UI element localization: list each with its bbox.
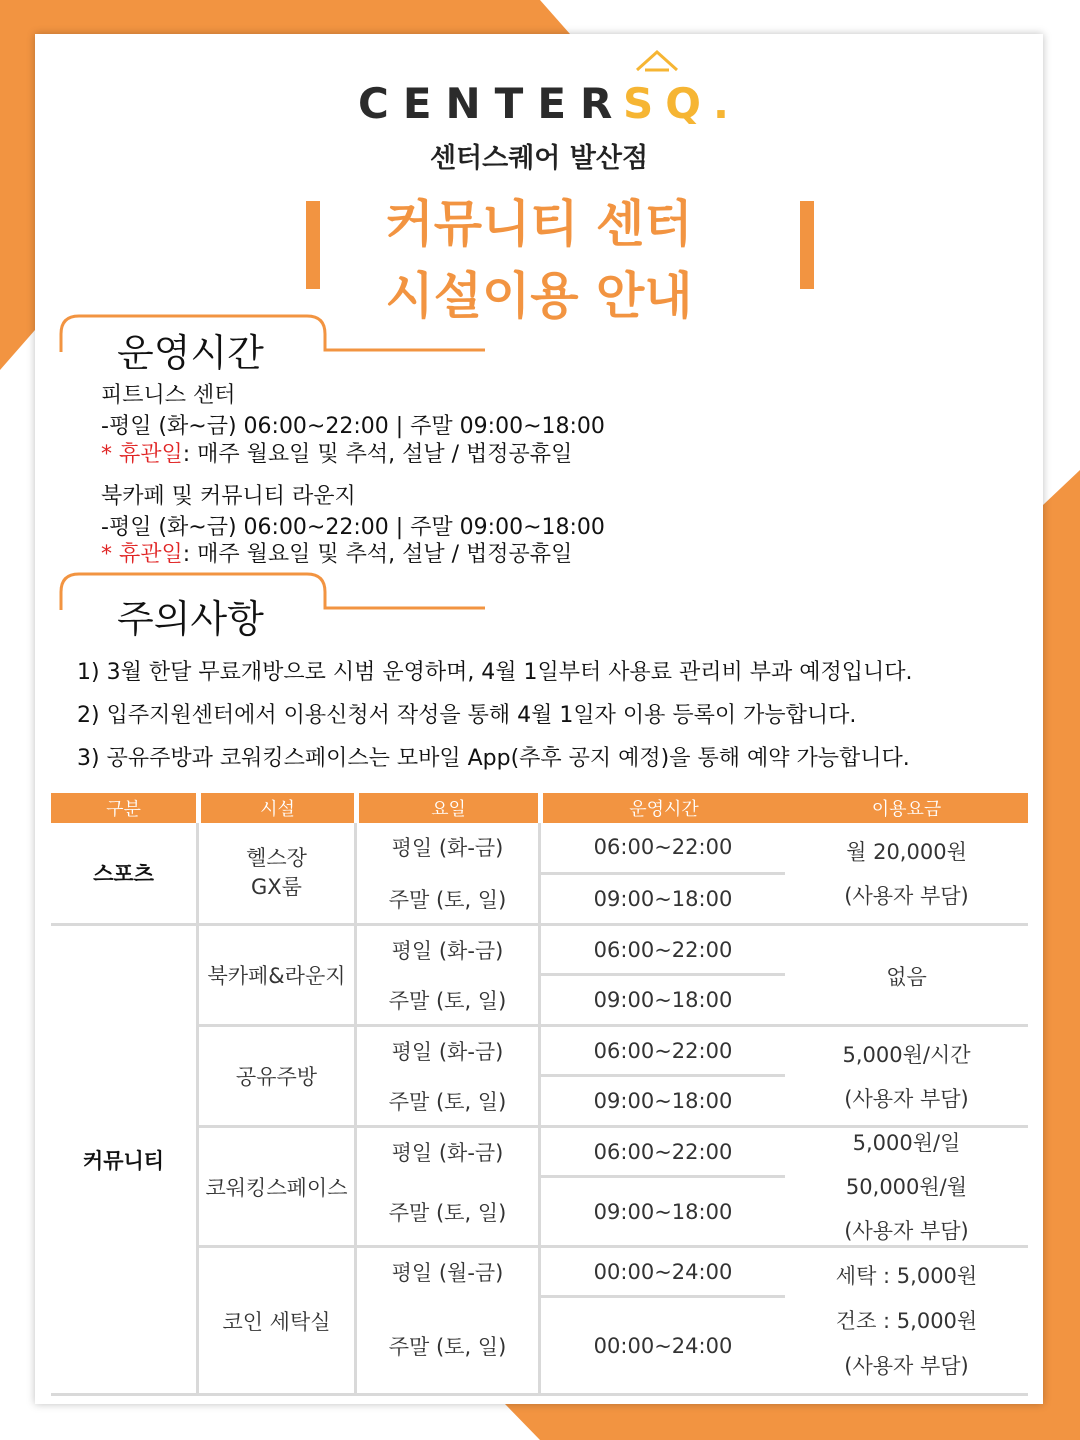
section-heading-hours: 운영시간	[117, 331, 264, 375]
row-time: 09:00~18:00	[593, 1199, 733, 1224]
fee-bookcafe	[785, 927, 1028, 1024]
row-time: 09:00~18:00	[593, 887, 733, 911]
row-time: 06:00~22:00	[593, 1039, 733, 1063]
fee-line: 5,000원/일	[852, 1131, 961, 1155]
fee-line: 5,000원/시간	[842, 1042, 971, 1067]
notice-item-3: 3) 공유주방과 코워킹스페이스는 모바일 App(추후 공지 예정)을 통해 예약 가능합니다.	[77, 746, 910, 771]
table-header-category: 구분	[51, 793, 196, 823]
row-time: 00:00~24:00	[593, 1260, 733, 1284]
row-time: 06:00~22:00	[593, 938, 733, 962]
table-hline	[541, 1295, 785, 1298]
row-time: 06:00~22:00	[593, 1140, 733, 1164]
row-day: 평일 (화-금)	[391, 1040, 504, 1064]
closed-text: : 매주 월요일 및 추석, 설날 / 법정공휴일	[182, 542, 573, 567]
notice-item-2: 2) 입주지원센터에서 이용신청서 작성을 통해 4월 1일자 이용 등록이 가능합니다.	[77, 703, 857, 728]
row-time: 09:00~18:00	[593, 988, 733, 1012]
table-hline	[541, 872, 785, 875]
facility-coworking: 코워킹스페이스	[205, 1175, 348, 1200]
table-hline	[541, 1175, 785, 1178]
section-heading-notice: 주의사항	[117, 597, 264, 641]
table-hline	[199, 1125, 1028, 1128]
facility-gym: 헬스장 GX룸	[246, 846, 307, 899]
table-header-facility: 시설	[201, 793, 354, 823]
logo-sq-letters: SQ.	[623, 79, 741, 128]
facility-closed-fitness	[101, 437, 572, 468]
facility-hours-bookcafe: -평일 (화~금) 06:00~22:00 | 주말 09:00~18:00	[101, 515, 605, 540]
fee-line: (사용자 부담)	[844, 884, 969, 908]
row-day: 평일 (월-금)	[391, 1261, 504, 1285]
closed-star: *	[101, 442, 119, 467]
facility-kitchen: 공유주방	[235, 1065, 318, 1089]
notice-item-1: 1) 3월 한달 무료개방으로 시범 운영하며, 4월 1일부터 사용료 관리비 부과 예정입니다.	[77, 660, 913, 685]
table-header-fee: 이용요금	[785, 793, 1028, 823]
fee-line: 없음	[886, 964, 927, 989]
fee-line: 건조 : 5,000원	[835, 1308, 978, 1333]
facility-laundry: 코인 세탁실	[222, 1309, 331, 1334]
closed-label: 휴관일	[119, 542, 183, 567]
facility-name-bookcafe: 북카페 및 커뮤니티 라운지	[101, 484, 356, 509]
table-hline	[51, 923, 1028, 926]
fee-laundry	[785, 1249, 1028, 1393]
category-community: 커뮤니티	[82, 1148, 165, 1173]
table-hline	[541, 973, 785, 976]
fee-line: (사용자 부담)	[844, 1219, 969, 1243]
row-day: 평일 (화-금)	[391, 836, 504, 860]
fee-kitchen	[785, 1028, 1028, 1125]
table-hline	[541, 1074, 785, 1077]
row-day: 주말 (토, 일)	[388, 1090, 507, 1114]
fee-gym	[785, 825, 1028, 923]
row-time: 06:00~22:00	[593, 835, 733, 859]
logo-center-text: CENTER	[358, 79, 627, 128]
closed-label: 휴관일	[119, 442, 183, 467]
row-day: 평일 (화-금)	[391, 939, 504, 963]
row-time: 09:00~18:00	[593, 1089, 733, 1113]
facility-hours-fitness: -평일 (화~금) 06:00~22:00 | 주말 09:00~18:00	[101, 414, 605, 439]
row-day: 평일 (화-금)	[391, 1141, 504, 1165]
table-header-hours: 운영시간	[543, 793, 785, 823]
branch-name: 센터스퀘어 발산점	[429, 143, 649, 174]
facility-bookcafe: 북카페&라운지	[207, 964, 346, 988]
fee-line: 월 20,000원	[846, 840, 967, 864]
row-day: 주말 (토, 일)	[388, 1200, 507, 1225]
row-day: 주말 (토, 일)	[388, 989, 507, 1013]
closed-star: *	[101, 542, 119, 567]
closed-text: : 매주 월요일 및 추석, 설날 / 법정공휴일	[182, 442, 573, 467]
fee-coworking	[785, 1124, 1028, 1250]
category-sports: 스포츠	[93, 862, 154, 886]
notice-card	[35, 34, 1043, 1404]
facility-closed-bookcafe	[101, 537, 572, 568]
fee-line: (사용자 부담)	[844, 1086, 969, 1111]
fee-line: (사용자 부담)	[844, 1353, 969, 1378]
row-time: 00:00~24:00	[593, 1333, 733, 1358]
row-day: 주말 (토, 일)	[388, 1334, 507, 1359]
table-hline	[199, 1245, 1028, 1248]
facility-name-fitness: 피트니스 센터	[101, 383, 236, 408]
logo-roof-icon	[633, 48, 683, 74]
logo-sq-text	[623, 79, 741, 128]
page-title-line1: 커뮤니티 센터	[385, 195, 693, 253]
row-day: 주말 (토, 일)	[388, 888, 507, 912]
page-title-line2: 시설이용 안내	[385, 267, 693, 325]
fee-line: 50,000원/월	[845, 1175, 968, 1199]
table-header-day: 요일	[359, 793, 538, 823]
fee-line: 세탁 : 5,000원	[835, 1263, 978, 1288]
table-hline	[199, 1024, 1028, 1027]
table-hline	[51, 1393, 1028, 1396]
